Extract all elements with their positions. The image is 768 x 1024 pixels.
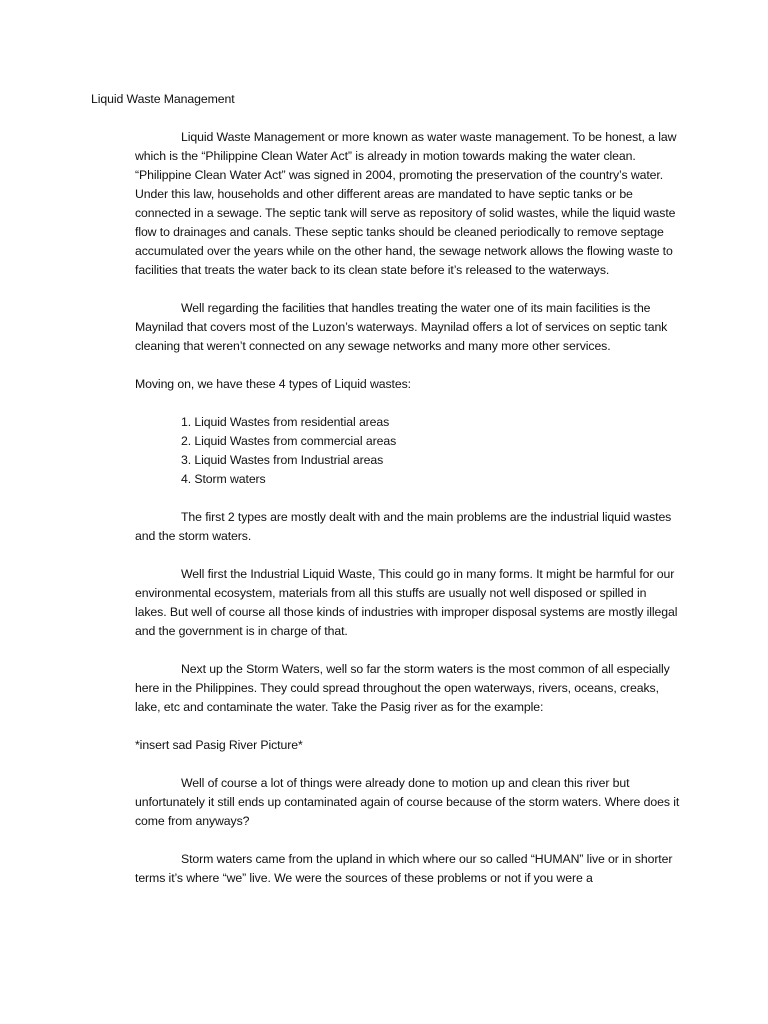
paragraph-types-intro: Moving on, we have these 4 types of Liquid wastes: <box>135 377 411 391</box>
paragraph-picture-placeholder: *insert sad Pasig River Picture* <box>135 738 303 752</box>
waste-types-list <box>135 413 680 489</box>
paragraph-industrial-waste: Well first the Industrial Liquid Waste, This could go in many forms. It might be harmful for our environmental ecosystem, materials from all this stuffs are usually not well disposed or spilled in lakes. But well of course all those kinds of industries with improper disposal systems are mostly illegal and the government is in charge of that. <box>135 567 678 638</box>
paragraph-storm-source: Storm waters came from the upland in which where our so called “HUMAN” live or in shorter terms it’s where “we” live. We were the sources of these problems or not if you were a <box>135 852 673 885</box>
paragraph-storm-waters: Next up the Storm Waters, well so far the storm waters is the most common of all especially here in the Philippines. They could spread throughout the open waterways, rivers, oceans, creaks, lake, etc and contaminate the water. Take the Pasig river as for the example: <box>135 662 670 714</box>
list-item: 4. Storm waters <box>181 472 266 486</box>
document-title: Liquid Waste Management <box>91 92 235 106</box>
list-item: 3. Liquid Wastes from Industrial areas <box>181 453 384 467</box>
document-body <box>92 90 680 907</box>
list-item: 2. Liquid Wastes from commercial areas <box>181 434 397 448</box>
paragraph-main-problems: The first 2 types are mostly dealt with and the main problems are the industrial liquid wastes and the storm waters. <box>135 510 672 543</box>
paragraph-facilities: Well regarding the facilities that handles treating the water one of its main facilities is the Maynilad that covers most of the Luzon’s waterways. Maynilad offers a lot of services on septic tank cleaning that weren’t connected on any sewage networks and many more other services. <box>135 301 668 353</box>
paragraph-intro: Liquid Waste Management or more known as water waste management. To be honest, a law which is the “Philippine Clean Water Act” is already in motion towards making the water clean. “Philippine Clean Water Act” was signed in 2004, promoting the preservation of the country’s water. Under this law, households and other different areas are mandated to have septic tanks or be connected in a sewage. The septic tank will serve as repository of solid wastes, while the liquid waste flow to drainages and canals. These septic tanks should be cleaned periodically to remove septage accumulated over the years while on the other hand, the sewage network allows the flowing waste to facilities that treats the water back to its clean state before it’s released to the waterways. <box>135 130 677 277</box>
document-content <box>135 128 680 888</box>
list-item: 1. Liquid Wastes from residential areas <box>181 415 390 429</box>
paragraph-river-cleanup: Well of course a lot of things were already done to motion up and clean this river but unfortunately it still ends up contaminated again of course because of the storm waters. Where does it come from anyways? <box>135 776 680 828</box>
